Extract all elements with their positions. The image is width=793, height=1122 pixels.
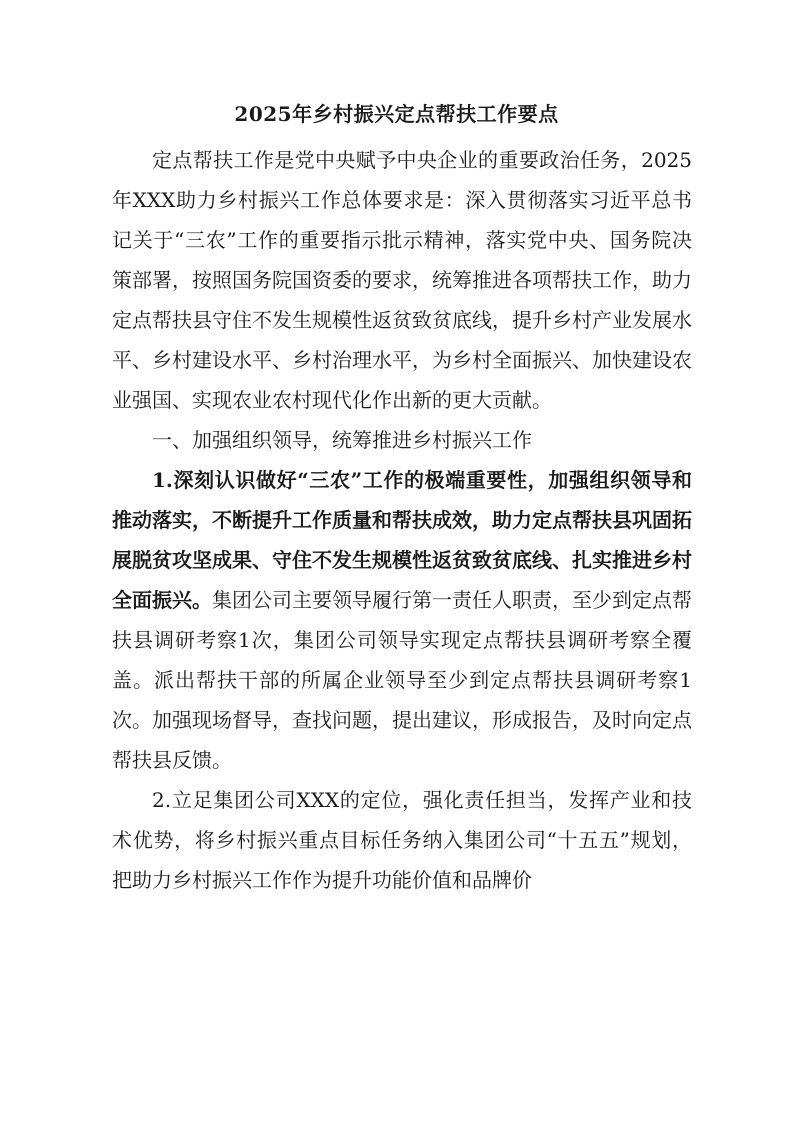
section-one-heading: 一、加强组织领导，统筹推进乡村振兴工作 — [152, 428, 532, 452]
item-one-bold-text: 1.深刻认识做好“三农”工作的极端重要性，加强组织领导和推动落实，不断提升工作质量和帮扶成效，助力定点帮扶县巩固拓展脱贫攻坚成果、守住不发生规模性返贫致贫底线、扎实推进乡村全面振兴。 — [112, 468, 692, 612]
item-one-paragraph — [112, 460, 692, 780]
item-one-regular-text: 集团公司主要领导履行第一责任人职责，至少到定点帮扶县调研考察1次，集团公司领导实现定点帮扶县调研考察全覆盖。派出帮扶干部的所属企业领导至少到定点帮扶县调研考察1次。加强现场督导，查找问题，提出建议，形成报告，及时向定点帮扶县反馈。 — [112, 588, 692, 772]
document-title: 2025年乡村振兴定点帮扶工作要点 — [234, 102, 559, 126]
item-two-paragraph: 2.立足集团公司XXX的定位，强化责任担当，发挥产业和技术优势，将乡村振兴重点目标任务纳入集团公司“十五五”规划，把助力乡村振兴工作作为提升功能价值和品牌价 — [112, 788, 692, 892]
document-body — [112, 140, 692, 900]
intro-paragraph: 定点帮扶工作是党中央赋予中央企业的重要政治任务，2025年XXX助力乡村振兴工作总体要求是：深入贯彻落实习近平总书记关于“三农”工作的重要指示批示精神，落实党中央、国务院决策部署，按照国务院国资委的要求，统筹推进各项帮扶工作，助力定点帮扶县守住不发生规模性返贫致贫底线，提升乡村产业发展水平、乡村建设水平、乡村治理水平，为乡村全面振兴、加快建设农业强国、实现农业农村现代化作出新的更大贡献。 — [112, 148, 692, 412]
